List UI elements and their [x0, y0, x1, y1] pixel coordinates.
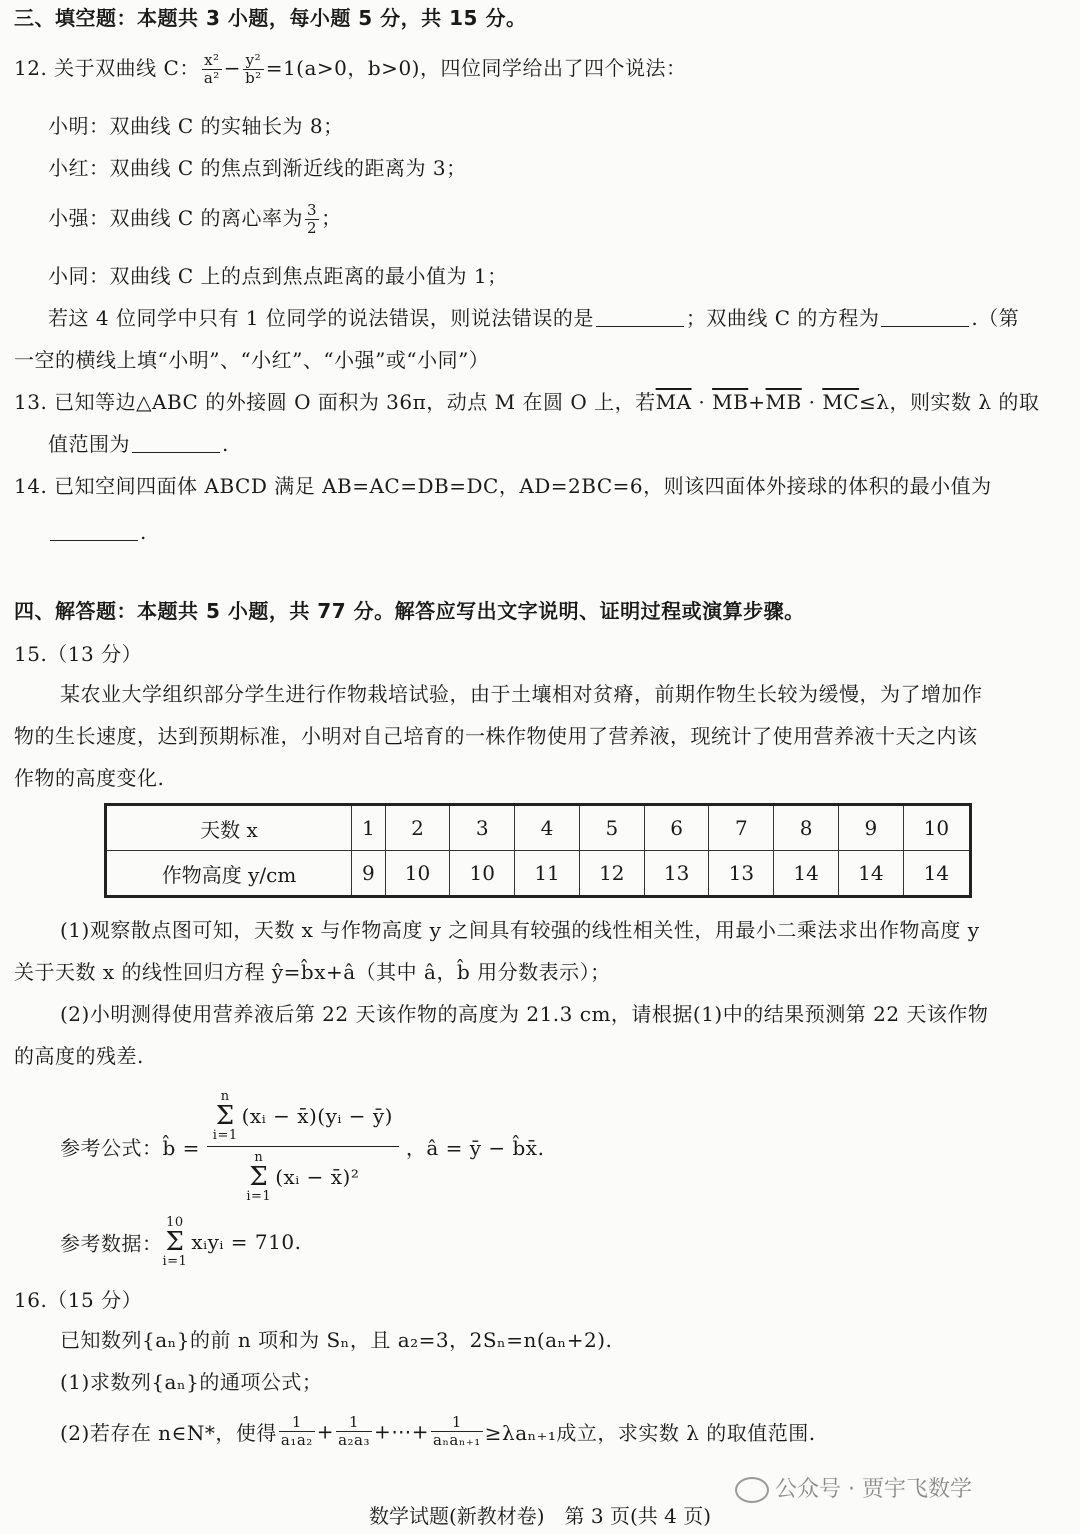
table-row — [106, 805, 971, 851]
reference-data: 参考数据：10 Σ i=1xᵢyᵢ = 710. — [60, 1215, 302, 1269]
fraction: $\frac{1}{\text{a₂a₃}}$ — [338, 1413, 370, 1449]
q16-line-1: 已知数列{aₙ}的前 n 项和为 Sₙ，且 a₂=3，2Sₙ=n(aₙ+2). — [60, 1328, 613, 1352]
watermark: 公众号 · 贾宇飞数学 — [735, 1472, 972, 1503]
q12-statement-4: 小同：双曲线 C 上的点到焦点距离的最小值为 1； — [48, 264, 508, 288]
table-cell: 6 — [644, 805, 709, 851]
table-cell: 1 — [352, 805, 386, 851]
table-cell: 9 — [352, 851, 386, 897]
table-cell: 2 — [385, 805, 450, 851]
q15-part-2-line-2: 的高度的残差. — [14, 1044, 144, 1068]
table-cell: 14 — [774, 851, 839, 897]
table-cell: 4 — [515, 805, 580, 851]
fraction: $\frac{\text{x²}}{\text{a²}}$ — [203, 51, 220, 87]
data-table — [104, 803, 972, 898]
table-cell: 10 — [450, 851, 515, 897]
q15-paragraph-3: 作物的高度变化. — [14, 766, 165, 790]
answer-blank[interactable] — [881, 306, 969, 327]
table-cell: 5 — [579, 805, 644, 851]
q15-header: 15.（13 分） — [14, 642, 143, 666]
table-cell: 14 — [838, 851, 903, 897]
answer-blank[interactable] — [596, 306, 684, 327]
table-row-label: 天数 x — [106, 805, 352, 851]
q12-statement-3: 小强：双曲线 C 的离心率为 $\frac{3}{2}$ ； — [48, 201, 342, 237]
q16-line-3: (2)若存在 n∈N*，使得 $\frac{1}{\text{a₁a₂}}$ + $\frac{1}{\text{a₂a₃}}$ +⋯+ $\frac{1}{\text{aₙaₙ₊₁}}$ ≥λaₙ₊₁成立，求实数 λ 的取值范围. — [60, 1413, 816, 1449]
q15-paragraph-1: 某农业大学组织部分学生进行作物栽培试验，由于土壤相对贫瘠，前期作物生长较为缓慢，为了增加作 — [60, 682, 983, 706]
q15-paragraph-2: 物的生长速度，达到预期标准，小明对自己培育的一株作物使用了营养液，现统计了使用营养液十天之内该 — [14, 724, 978, 748]
answer-blank[interactable] — [132, 432, 220, 453]
answer-blank[interactable] — [50, 520, 138, 541]
table-cell: 13 — [644, 851, 709, 897]
q16-header: 16.（15 分） — [14, 1288, 143, 1312]
q13-line-2: 值范围为 . — [48, 432, 229, 456]
table-cell: 11 — [515, 851, 580, 897]
page-footer: 数学试题(新教材卷) 第 3 页(共 4 页) — [368, 1504, 712, 1528]
table-cell: 3 — [450, 805, 515, 851]
table-cell: 13 — [709, 851, 774, 897]
q12-statement-1: 小明：双曲线 C 的实轴长为 8； — [48, 114, 344, 138]
formula-fraction: n Σ i=1(xᵢ − x̄)(yᵢ − ȳ) n Σ i=1(xᵢ − x̄)² — [207, 1090, 399, 1203]
q15-part-1-line-2: 关于天数 x 的线性回归方程 ŷ=b̂x+â（其中 â，b̂ 用分数表示）； — [14, 960, 611, 984]
fraction: $\frac{\text{y²}}{\text{b²}}$ — [245, 51, 262, 87]
reference-formula: 参考公式：b̂ = n Σ i=1(xᵢ − x̄)(yᵢ − ȳ) n Σ i=1(xᵢ − x̄)² ，â = ȳ − b̂x̄. — [60, 1089, 545, 1204]
section-3-title: 三、填空题：本题共 3 小题，每小题 5 分，共 15 分。 — [14, 6, 527, 30]
q14-line-2: . — [48, 518, 147, 546]
q15-part-2-line-1: (2)小明测得使用营养液后第 22 天该作物的高度为 21.3 cm，请根据(1)中的结果预测第 22 天该作物 — [60, 1002, 989, 1026]
q12-question: 若这 4 位同学中只有 1 位同学的说法错误，则说法错误的是 ；双曲线 C 的方程为 .（第 — [48, 306, 1020, 330]
q16-line-2: (1)求数列{aₙ}的通项公式； — [60, 1370, 323, 1394]
q12-statement-2: 小红：双曲线 C 的焦点到渐近线的距离为 3； — [48, 156, 467, 180]
table-cell: 10 — [903, 805, 970, 851]
table-cell: 14 — [903, 851, 970, 897]
table-cell: 8 — [774, 805, 839, 851]
fraction: $\frac{3}{2}$ — [307, 201, 318, 237]
q15-part-1-line-1: (1)观察散点图可知，天数 x 与作物高度 y 之间具有较强的线性相关性，用最小二乘法求出作物高度 y — [60, 918, 980, 942]
q12-note: 一空的横线上填“小明”、“小红”、“小强”或“小同”） — [14, 348, 490, 372]
table-cell: 7 — [709, 805, 774, 851]
sigma-symbol: 10 Σ i=1 — [162, 1215, 188, 1269]
q12-stem: 12. 关于双曲线 C： $\frac{\text{x²}}{\text{a²}}$ − $\frac{\text{y²}}{\text{b²}}$ =1(a>0，b>0)，四位同学给出了四个说法： — [14, 51, 687, 87]
table-cell: 9 — [838, 805, 903, 851]
section-4-title: 四、解答题：本题共 5 小题，共 77 分。解答应写出文字说明、证明过程或演算步骤。 — [14, 599, 805, 623]
q13-line-1: 13. 已知等边△ABC 的外接圆 O 面积为 36π，动点 M 在圆 O 上，若$\overline{MA} \cdot \overline{MB}+\overline{MB} \cdot \overline{MC}\le\lambda$，则实数 λ 的取 — [14, 390, 1040, 414]
fraction: $\frac{1}{\text{a₁a₂}}$ — [280, 1413, 313, 1449]
table-cell: 12 — [579, 851, 644, 897]
sigma-symbol: n Σ i=1 — [212, 1089, 238, 1143]
q14-line-1: 14. 已知空间四面体 ABCD 满足 AB=AC=DB=DC，AD=2BC=6，则该四面体外接球的体积的最小值为 — [14, 474, 992, 498]
table-cell: 10 — [385, 851, 450, 897]
table-row — [106, 851, 971, 897]
sigma-symbol: n Σ i=1 — [246, 1150, 272, 1204]
fraction: $\frac{1}{\text{aₙaₙ₊₁}}$ — [433, 1413, 481, 1449]
table-row-label: 作物高度 y/cm — [106, 851, 352, 897]
